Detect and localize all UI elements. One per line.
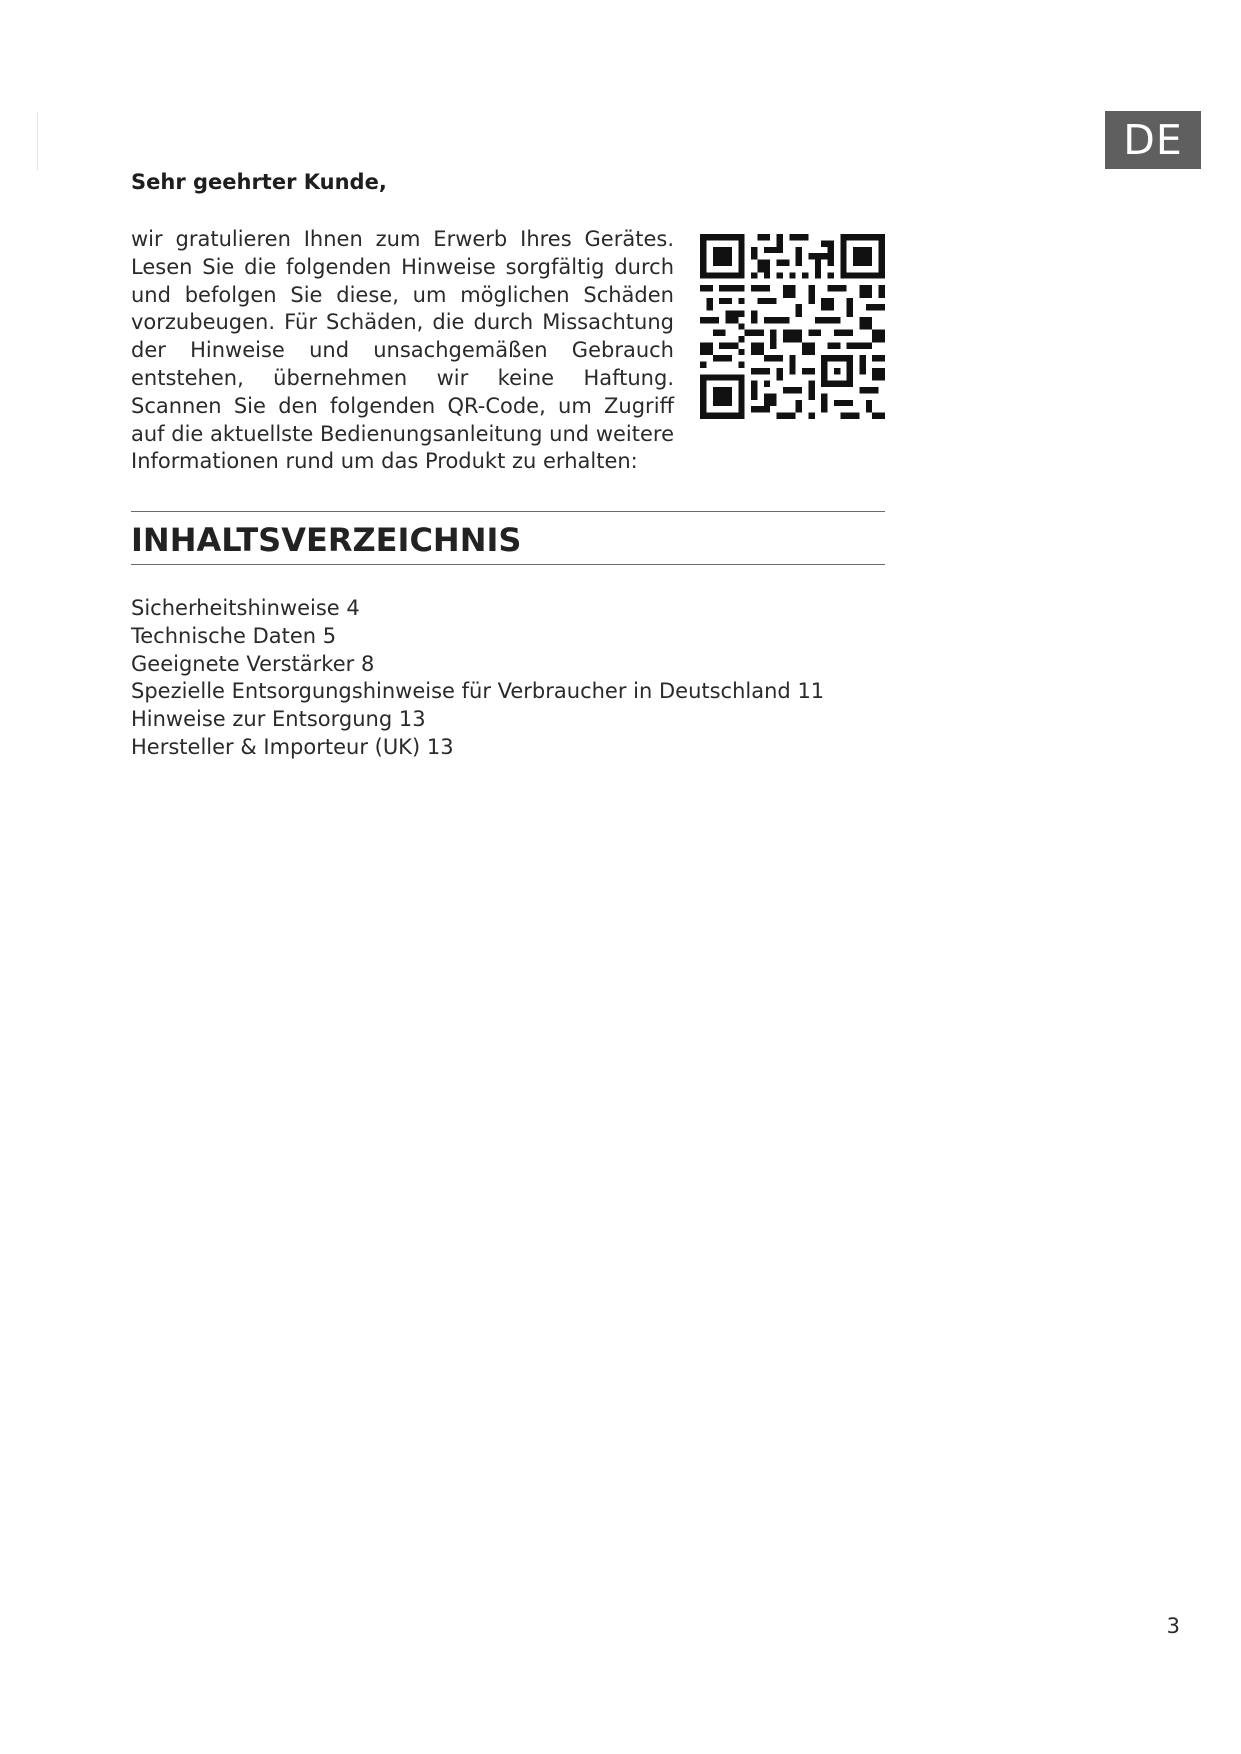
divider-bottom bbox=[131, 564, 885, 565]
toc-entry-page: 13 bbox=[426, 734, 454, 759]
toc-entry[interactable] bbox=[131, 734, 824, 762]
toc-entry-label: Sicherheitshinweise bbox=[131, 596, 340, 620]
toc-entry-label: Technische Daten bbox=[131, 623, 317, 648]
qr-code-icon[interactable] bbox=[700, 234, 885, 419]
toc-entry-label: Geeignete Verstärker bbox=[131, 651, 355, 676]
greeting: Sehr geehrter Kunde, bbox=[131, 170, 387, 194]
toc-entry[interactable] bbox=[131, 678, 824, 706]
toc-entry-page: 4 bbox=[346, 596, 360, 620]
toc-list bbox=[131, 595, 824, 762]
toc-entry[interactable] bbox=[131, 651, 824, 679]
divider-top bbox=[131, 511, 885, 512]
toc-entry[interactable] bbox=[131, 706, 824, 734]
toc-entry-label: Hinweise zur Entsorgung bbox=[131, 707, 393, 732]
toc-entry-page: 8 bbox=[360, 651, 375, 676]
toc-entry-page: 13 bbox=[398, 707, 426, 732]
toc-entry-label: Spezielle Entsorgungshinweise für Verbraucher in Deutschland bbox=[131, 679, 791, 704]
toc-entry-page: 5 bbox=[322, 623, 337, 648]
toc-title: INHALTSVERZEICHNIS bbox=[131, 521, 522, 559]
toc-entry[interactable] bbox=[131, 623, 824, 651]
language-badge: DE bbox=[1105, 111, 1201, 169]
toc-entry-page: 11 bbox=[797, 679, 825, 704]
toc-entry[interactable] bbox=[131, 595, 824, 623]
margin-mark bbox=[37, 112, 38, 170]
page-number: 3 bbox=[1166, 1614, 1180, 1638]
toc-entry-label: Hersteller & Importeur (UK) bbox=[131, 734, 421, 759]
intro-paragraph: wir gratulieren Ihnen zum Erwerb Ihres Gerätes. Lesen Sie die folgenden Hinweise sorgfältig durch und befolgen Sie diese, um möglichen Schäden vorzubeugen. Für Schäden, die durch Missachtung der Hinweise und unsachgemäßen Gebrauch entstehen, übernehmen wir keine Haftung. Scannen Sie den folgenden QR-Code, um Zugriff auf die aktuellste Bedienungsanleitung und weitere Informationen rund um das Produkt zu erhalten: bbox=[131, 227, 674, 474]
